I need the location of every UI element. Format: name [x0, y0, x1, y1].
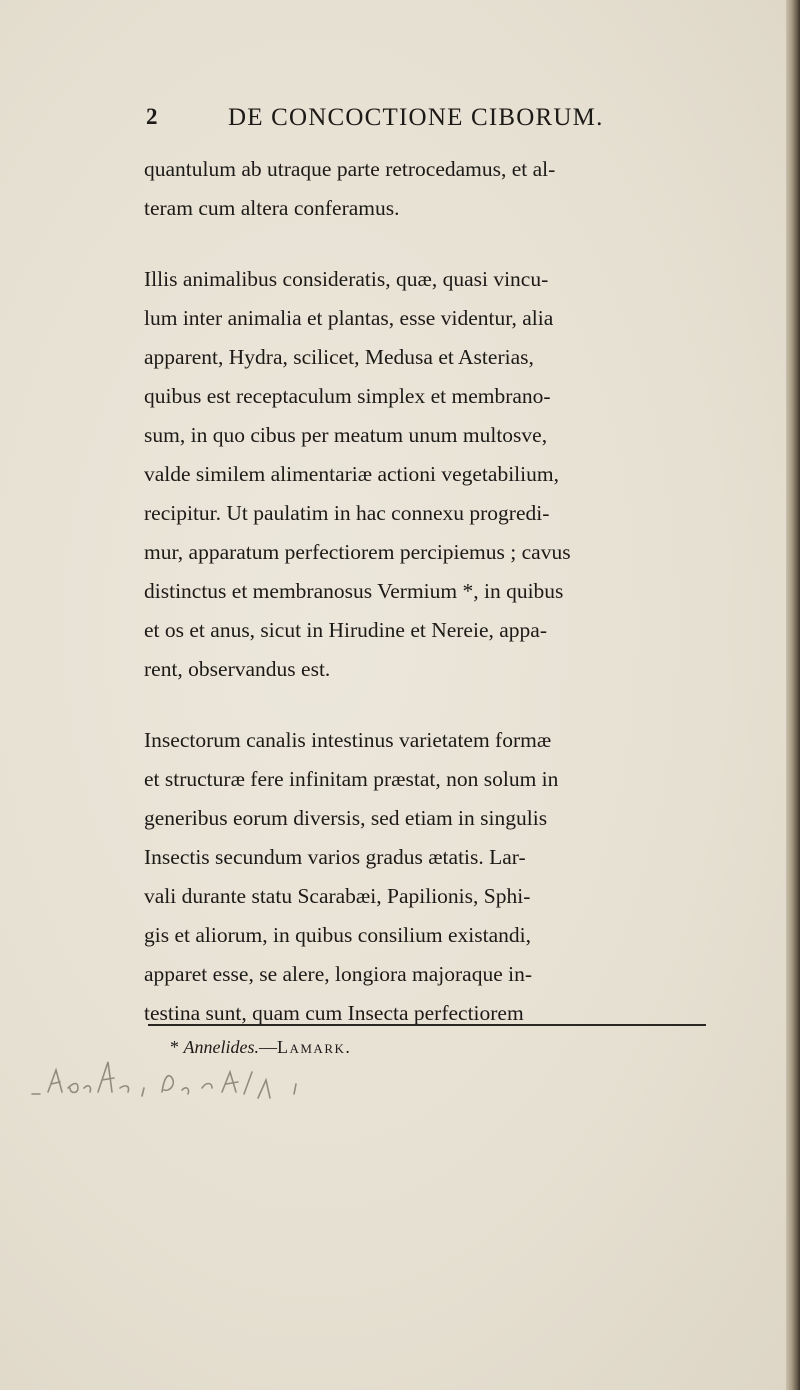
footnote-term: Annelides.: [183, 1037, 259, 1057]
paragraph-2: [144, 260, 714, 689]
text-line: et structuræ fere infinitam præstat, non solum in: [144, 767, 559, 791]
footnote-rule: [148, 1024, 706, 1026]
paragraph-gap: [144, 689, 714, 721]
running-head: [146, 104, 706, 144]
text-line: quibus est receptaculum simplex et membrano-: [144, 384, 551, 408]
text-line: quantulum ab utraque parte retrocedamus, et al-: [144, 157, 556, 181]
text-line: generibus eorum diversis, sed etiam in singulis: [144, 806, 548, 830]
body-text: [144, 150, 714, 1033]
text-line: lum inter animalia et plantas, esse videntur, alia: [144, 306, 554, 330]
text-line: rent, observandus est.: [144, 657, 331, 681]
text-line: testina sunt, quam cum Insecta perfectiorem: [144, 1001, 524, 1025]
footnote-marker: *: [170, 1037, 179, 1057]
text-line: apparent, Hydra, scilicet, Medusa et Asterias,: [144, 345, 534, 369]
text-line: sum, in quo cibus per meatum unum multosve,: [144, 423, 548, 447]
paragraph-3: [144, 721, 714, 1033]
paragraph-1: [144, 150, 714, 228]
text-line: recipitur. Ut paulatim in hac connexu progredi-: [144, 501, 550, 525]
running-title: DE CONCOCTIONE CIBORUM.: [228, 104, 604, 131]
text-line: gis et aliorum, in quibus consilium existandi,: [144, 923, 531, 947]
page-number: 2: [146, 104, 158, 129]
text-line: distinctus et membranosus Vermium *, in quibus: [144, 579, 564, 603]
text-line: Insectorum canalis intestinus varietatem formæ: [144, 728, 552, 752]
binding-gutter: [786, 0, 800, 1390]
text-line: Insectis secundum varios gradus ætatis. Lar-: [144, 845, 526, 869]
text-line: teram cum altera conferamus.: [144, 196, 400, 220]
text-line: et os et anus, sicut in Hirudine et Nereie, appa-: [144, 618, 547, 642]
text-line: vali durante statu Scarabæi, Papilionis, Sphi-: [144, 884, 531, 908]
text-line: valde similem alimentariæ actioni vegetabilium,: [144, 462, 559, 486]
text-line: apparet esse, se alere, longiora majoraque in-: [144, 962, 533, 986]
footnote-author: Lamark.: [276, 1037, 352, 1057]
handwritten-annotation: [26, 1048, 346, 1108]
footnote-dash: —: [258, 1037, 277, 1057]
text-line: mur, apparatum perfectiorem percipiemus ; cavus: [144, 540, 571, 564]
paragraph-gap: [144, 228, 714, 260]
text-line: Illis animalibus consideratis, quæ, quasi vincu-: [144, 267, 549, 291]
